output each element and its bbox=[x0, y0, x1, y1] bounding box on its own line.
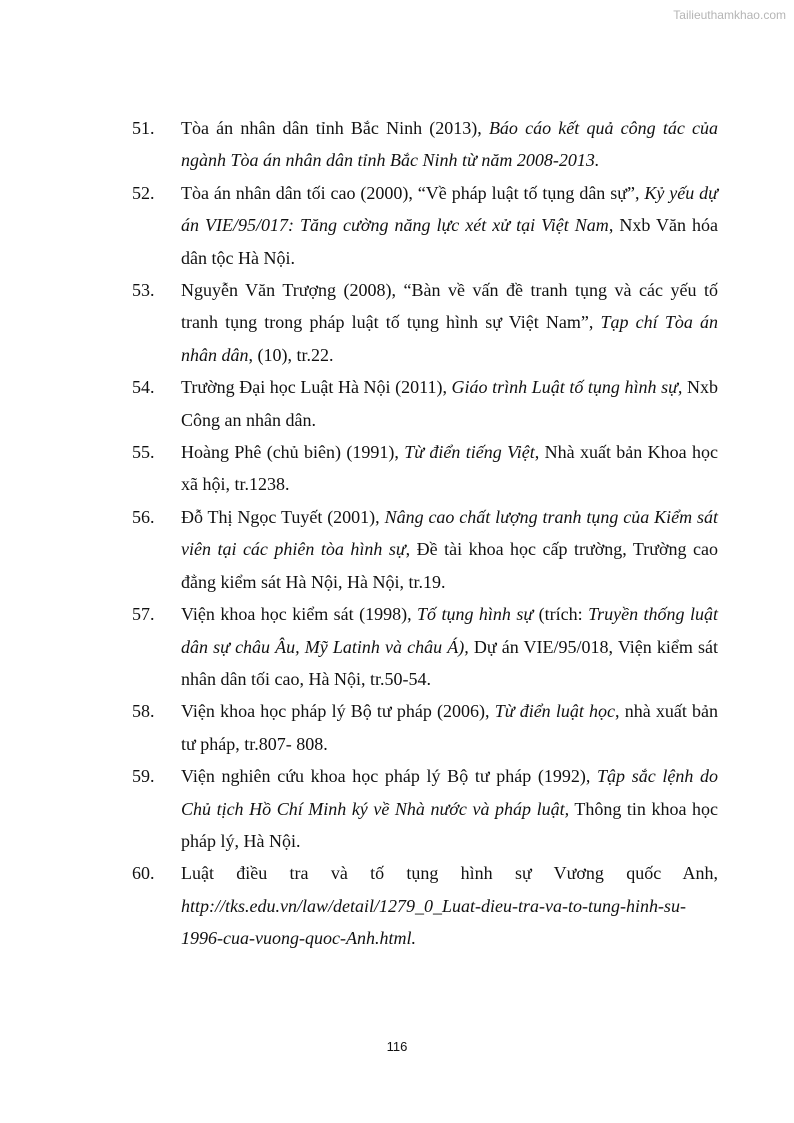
reference-text: Viện khoa học pháp lý Bộ tư pháp (2006), bbox=[181, 701, 495, 722]
reference-text: Viện khoa học kiểm sát (1998), bbox=[181, 604, 418, 625]
reference-title-italic: Truyền thống luật dân sự châu Âu, Mỹ Latinh và châu Á), bbox=[181, 604, 718, 657]
reference-number: 57. bbox=[132, 604, 155, 625]
reference-title-italic: http://tks.edu.vn/law/detail/1279_0_Luat-dieu-tra-va-to-tung-hinh-su-1996-cua-vuong-quoc-Anh.html. bbox=[181, 895, 686, 949]
reference-number: 54. bbox=[132, 377, 155, 398]
reference-item bbox=[132, 436, 718, 501]
reference-text: Thông tin khoa học pháp lý, Hà Nội. bbox=[181, 798, 718, 851]
reference-title-italic: Giáo trình Luật tố tụng hình sự, bbox=[451, 377, 683, 398]
reference-item bbox=[132, 274, 718, 371]
reference-text: , (10), tr.22. bbox=[248, 344, 334, 365]
reference-number: 51. bbox=[132, 118, 155, 138]
reference-text: Nguyễn Văn Trượng (2008), “Bàn về vấn đề tranh tụng và các yếu tố tranh tụng trong pháp luật tố tụng hình sự Việt Nam”, bbox=[181, 280, 718, 333]
reference-number: 52. bbox=[132, 182, 155, 203]
reference-number: 53. bbox=[132, 280, 155, 301]
reference-number: 60. bbox=[132, 863, 155, 884]
reference-item bbox=[132, 598, 718, 695]
reference-text: , Nxb Văn hóa dân tộc Hà Nội. bbox=[181, 215, 719, 268]
reference-text: Viện nghiên cứu khoa học pháp lý Bộ tư pháp (1992), bbox=[181, 766, 598, 787]
reference-title-italic: Kỷ yếu dự án VIE/95/017: Tăng cường năng lực xét xử tại Việt Nam bbox=[181, 182, 719, 236]
reference-number: 56. bbox=[132, 506, 155, 527]
reference-text: Nxb Công an nhân dân. bbox=[181, 377, 719, 430]
reference-list bbox=[132, 112, 718, 955]
reference-title-italic: Tập sắc lệnh do Chủ tịch Hồ Chí Minh ký về Nhà nước và pháp luật, bbox=[181, 766, 719, 819]
reference-text: Luật điều tra và tố tụng hình sự Vương quốc Anh, bbox=[181, 863, 718, 884]
reference-item bbox=[132, 501, 718, 598]
reference-text: Dự án VIE/95/018, Viện kiểm sát nhân dân tối cao, Hà Nội, tr.50-54. bbox=[181, 636, 718, 689]
reference-title-italic: Tố tụng hình sự bbox=[417, 604, 534, 625]
page-number: 116 bbox=[386, 1039, 408, 1054]
reference-text: Hoàng Phê (chủ biên) (1991), bbox=[181, 442, 405, 463]
reference-number: 59. bbox=[132, 766, 155, 787]
reference-text: Tòa án nhân dân tỉnh Bắc Ninh (2013), bbox=[181, 118, 489, 138]
reference-text: (trích: bbox=[533, 604, 589, 625]
reference-text: , nhà xuất bản tư pháp, tr.807- 808. bbox=[181, 701, 719, 754]
reference-item bbox=[132, 695, 718, 760]
reference-item bbox=[132, 857, 718, 954]
reference-title-italic: Nâng cao chất lượng tranh tụng của Kiểm sát viên tại các phiên tòa hình sự bbox=[181, 506, 718, 560]
reference-item bbox=[132, 112, 718, 177]
reference-text: , Đề tài khoa học cấp trường, Trường cao đẳng kiểm sát Hà Nội, Hà Nội, tr.19. bbox=[181, 539, 718, 592]
watermark: Tailieuthamkhao.com bbox=[673, 8, 786, 22]
reference-item bbox=[132, 371, 718, 436]
reference-title-italic: Tạp chí Tòa án nhân dân bbox=[181, 312, 718, 365]
reference-number: 58. bbox=[132, 701, 155, 722]
reference-title-italic: Từ điển luật học bbox=[494, 701, 616, 722]
reference-text: Tòa án nhân dân tối cao (2000), “Về pháp luật tố tụng dân sự”, bbox=[181, 182, 645, 203]
reference-item bbox=[132, 760, 718, 857]
reference-title-italic: Báo cáo kết quả công tác của ngành Tòa án nhân dân tỉnh Bắc Ninh từ năm 2008-2013. bbox=[181, 118, 718, 171]
reference-title-italic: Từ điển tiếng Việt bbox=[404, 442, 535, 463]
reference-text: , Nhà xuất bản Khoa học xã hội, tr.1238. bbox=[181, 442, 718, 495]
reference-item bbox=[132, 177, 718, 274]
reference-text: Đỗ Thị Ngọc Tuyết (2001), bbox=[181, 506, 385, 527]
reference-text: Trường Đại học Luật Hà Nội (2011), bbox=[181, 377, 452, 398]
reference-number: 55. bbox=[132, 442, 155, 463]
